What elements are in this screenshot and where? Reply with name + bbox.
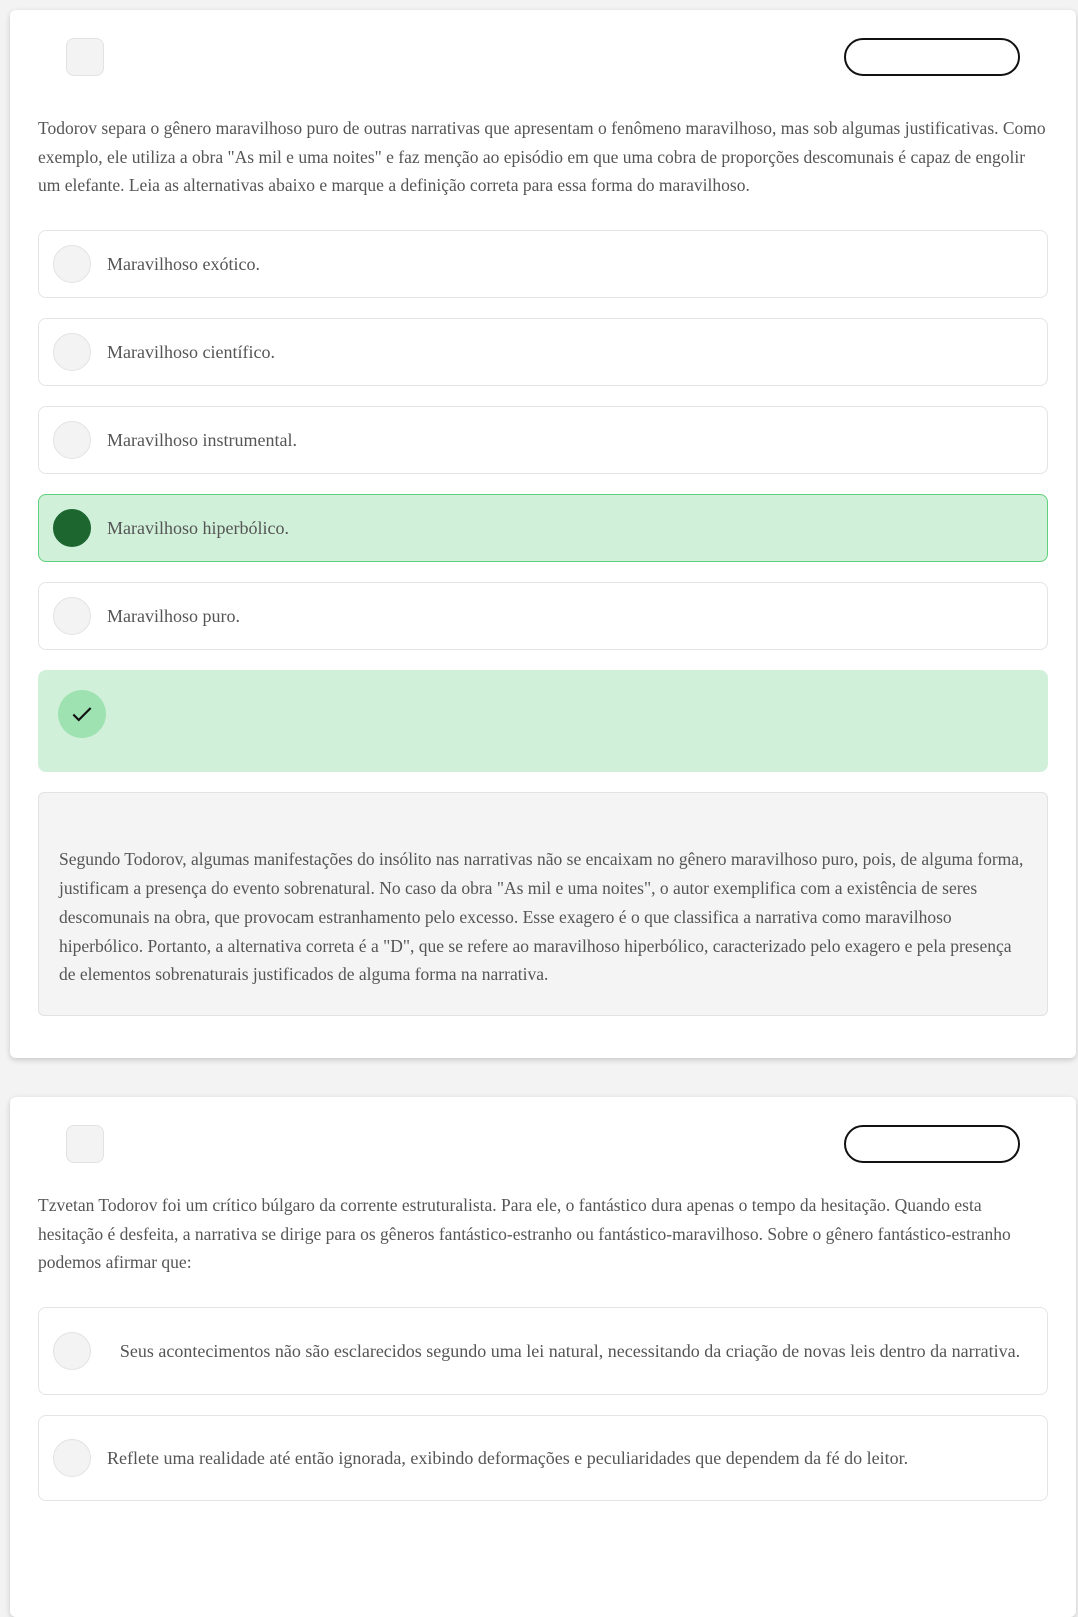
option-a[interactable] [38, 1307, 1048, 1395]
question-number-badge [66, 1125, 104, 1163]
option-label: Maravilhoso hiperbólico. [107, 517, 289, 538]
radio-icon[interactable] [53, 333, 91, 371]
option-b[interactable] [38, 318, 1048, 386]
question-card-2 [10, 1097, 1076, 1617]
question-action-button[interactable] [844, 38, 1020, 76]
option-label: Seus acontecimentos não são esclarecidos segundo uma lei natural, necessitando da criação de novas leis dentro da narrativa. [119, 1340, 1021, 1361]
question-stem: Tzvetan Todorov foi um crítico búlgaro da corrente estruturalista. Para ele, o fantástico dura apenas o tempo da hesitação. Quando esta hesitação é desfeita, a narrativa se dirige para os gêneros fantástico-estranho ou fantástico-maravilhoso. Sobre o gênero fantástico-estranho podemos afirmar que: [38, 1195, 1011, 1273]
option-a[interactable] [38, 230, 1048, 298]
option-d-selected[interactable] [38, 494, 1048, 562]
question-card-1 [10, 10, 1076, 1058]
option-label: Reflete uma realidade até então ignorada, exibindo deformações e peculiaridades que dependem da fé do leitor. [107, 1447, 909, 1468]
radio-icon[interactable] [53, 1332, 91, 1370]
question-stem: Todorov separa o gênero maravilhoso puro de outras narrativas que apresentam o fenômeno maravilhoso, mas sob algumas justificativas. Como exemplo, ele utiliza a obra "As mil e uma noites" e faz menção ao episódio em que uma cobra de proporções descomunais é capaz de engolir um elefante. Leia as alternativas abaixo e marque a definição correta para essa forma do maravilhoso. [38, 118, 1046, 196]
correct-answer-banner [38, 670, 1048, 772]
radio-icon[interactable] [53, 245, 91, 283]
explanation-box: Segundo Todorov, algumas manifestações do insólito nas narrativas não se encaixam no gênero maravilhoso puro, pois, de alguma forma, justificam a presença do evento sobrenatural. No caso da obra "As mil e uma noites", o autor exemplifica com a existência de seres descomunais na obra, que provocam estranhamento pelo excesso. Esse exagero é o que classifica a narrativa como maravilhoso hiperbólico. Portanto, a alternativa correta é a "D", que se refere ao maravilhoso hiperbólico, caracterizado pelo exagero e pela presença de elementos sobrenaturais justificados de alguma forma na narrativa. [38, 792, 1048, 1016]
radio-selected-icon[interactable] [53, 509, 91, 547]
option-c[interactable] [38, 406, 1048, 474]
option-e[interactable] [38, 582, 1048, 650]
question-header [38, 10, 1048, 114]
question-action-button[interactable] [844, 1125, 1020, 1163]
option-label: Maravilhoso instrumental. [107, 429, 297, 450]
question-header [38, 1097, 1048, 1191]
option-b[interactable] [38, 1415, 1048, 1501]
option-label: Maravilhoso científico. [107, 341, 275, 362]
question-number-badge [66, 38, 104, 76]
radio-icon[interactable] [53, 1439, 91, 1477]
option-label: Maravilhoso puro. [107, 605, 240, 626]
radio-icon[interactable] [53, 597, 91, 635]
option-label: Maravilhoso exótico. [107, 253, 260, 274]
check-icon [58, 690, 106, 738]
radio-icon[interactable] [53, 421, 91, 459]
